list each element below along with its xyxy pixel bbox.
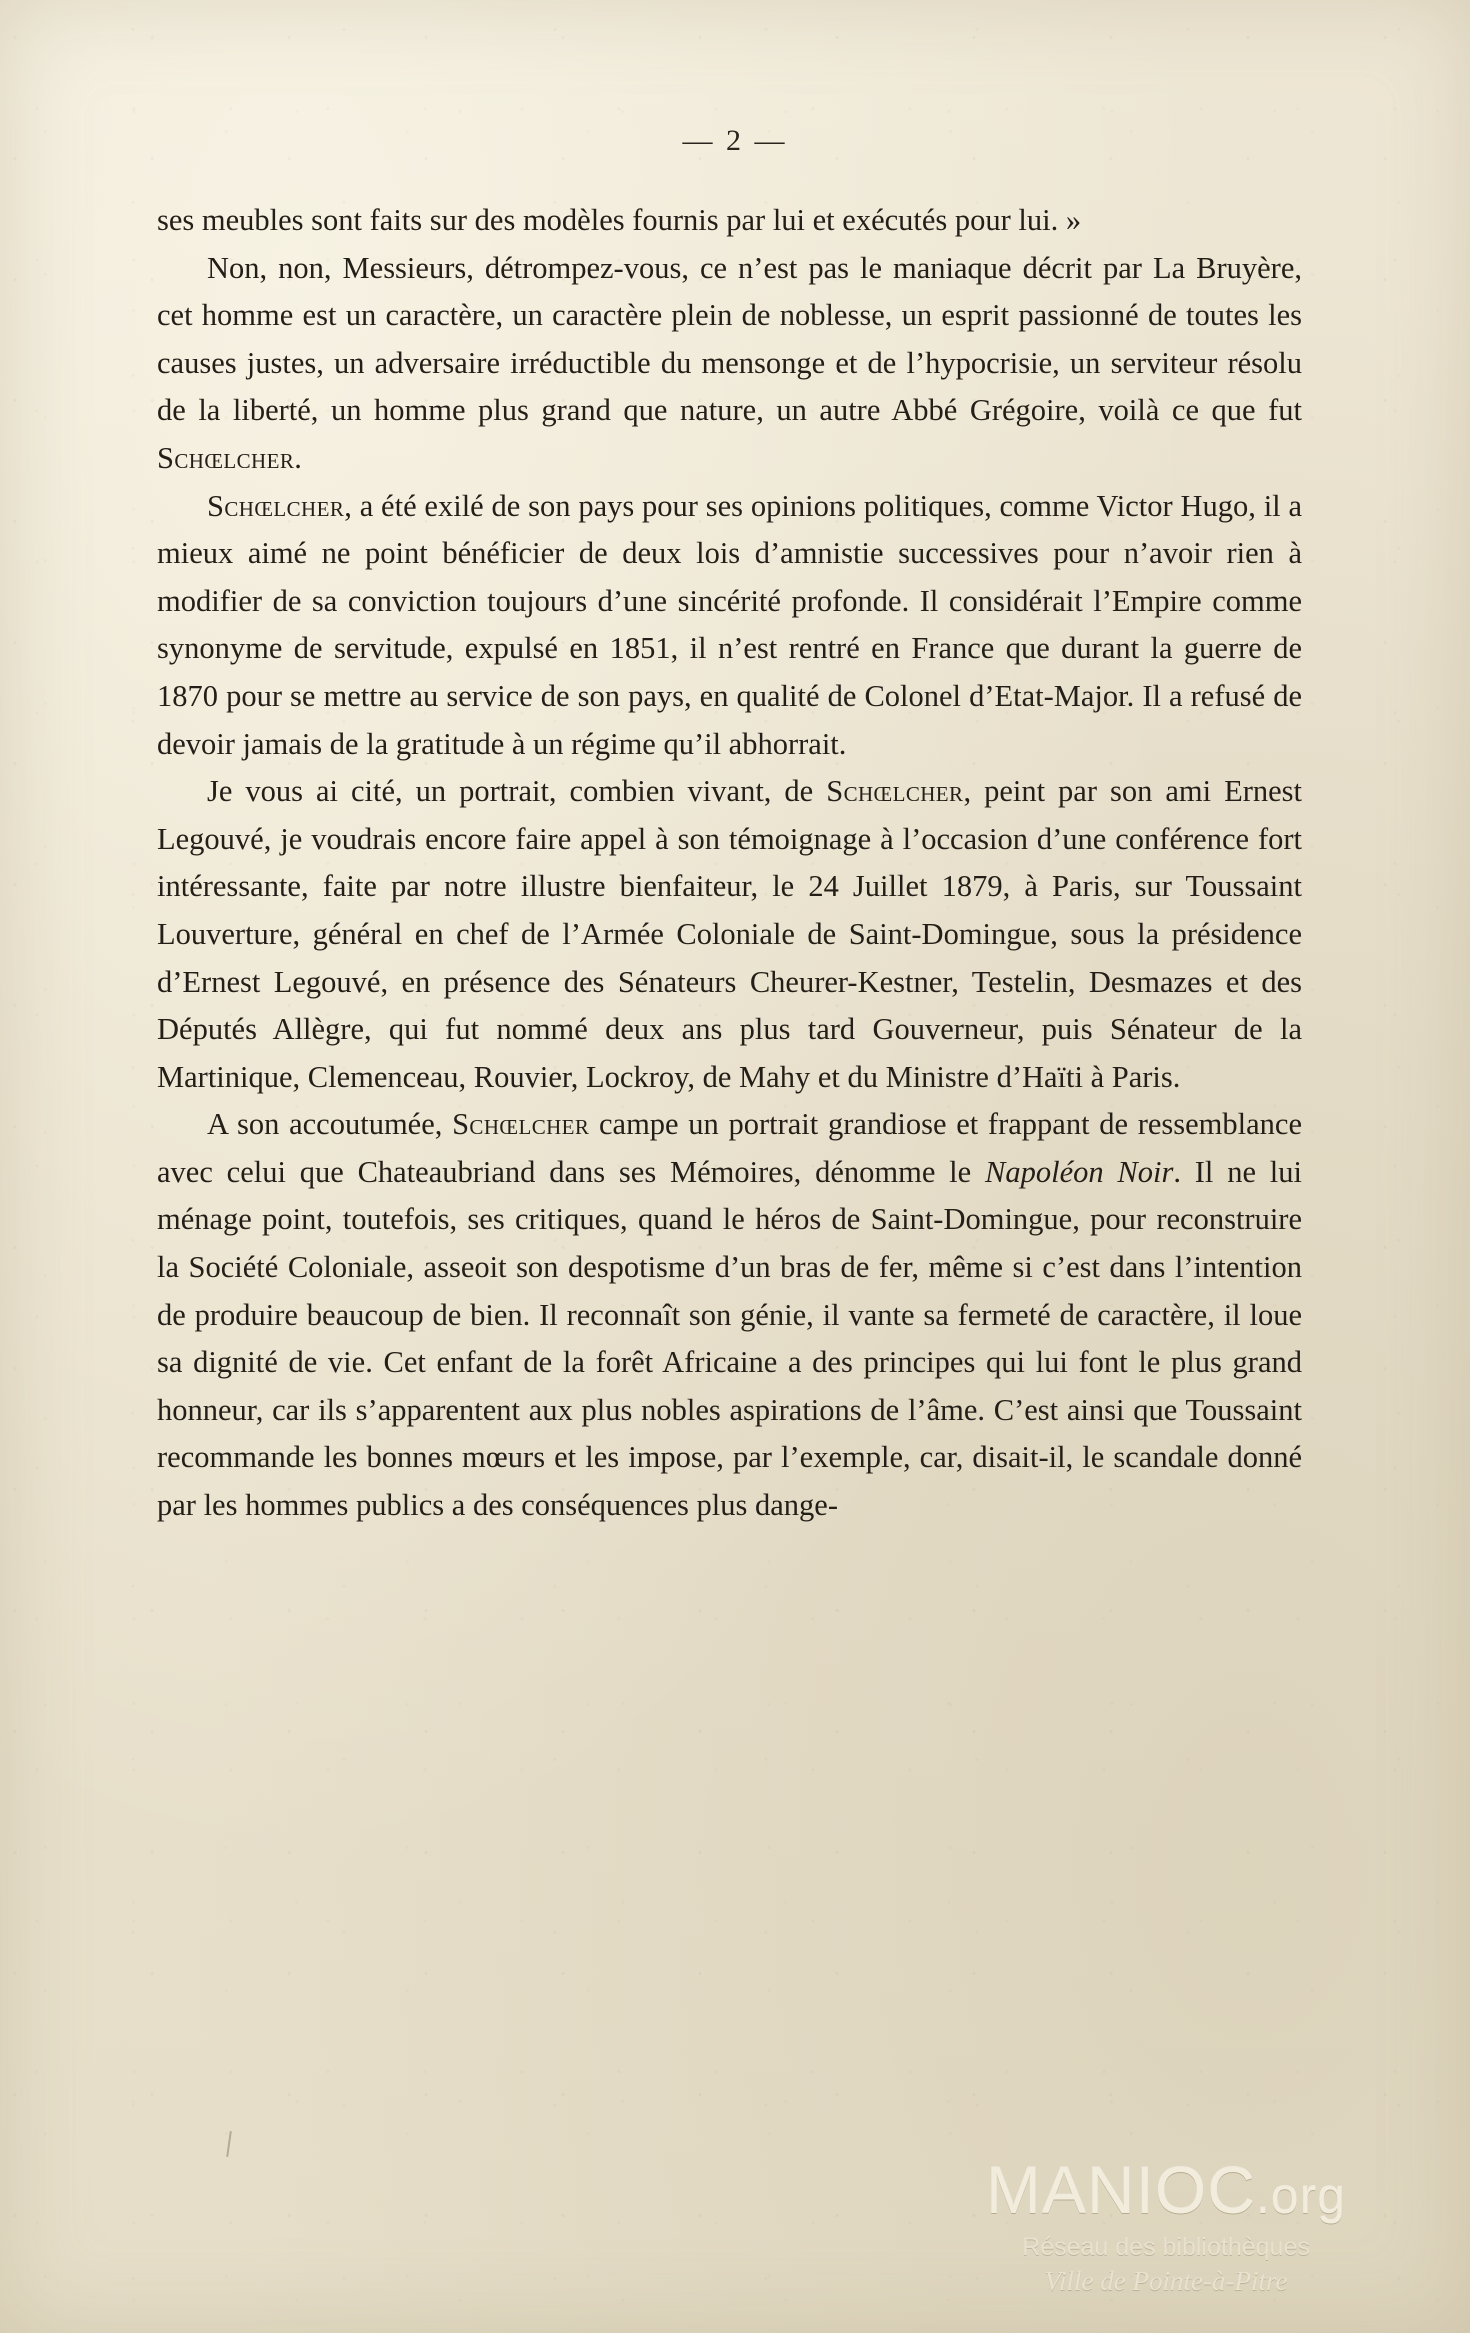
watermark-brand: MANIOC bbox=[985, 2153, 1256, 2227]
paragraph: ses meubles sont faits sur des modèles fournis par lui et exécutés pour lui. » bbox=[157, 203, 1082, 237]
paragraph: Schœlcher, a été exilé de son pays pour ses opinions politiques, comme Victor Hugo, il a mieux aimé ne point bénéficier de deux lois d’amnistie successives pour n’avoir rien à modifier de sa conviction toujours d’une sincérité profonde. Il considérait l’Empire comme synonyme de servitude, expulsé en 1851, il n’est rentré en France que durant la guerre de 1870 pour se mettre au service de son pays, en qualité de Colonel d’Etat-Major. Il a refusé de devoir jamais de la gratitude à un régime qu’il abhorrait. bbox=[157, 488, 1302, 761]
page-body bbox=[157, 197, 1302, 1530]
watermark-city: Ville de Pointe-à-Pitre bbox=[1044, 2266, 1288, 2296]
paragraph: A son accoutumée, Schœlcher campe un portrait grandiose et frappant de ressemblance avec celui que Chateaubriand dans ses Mémoires, dénomme le Napoléon Noir. Il ne lui ménage point, toutefois, ses critiques, quand le héros de Saint-Domingue, pour reconstruire la Société Coloniale, asseoit son despotisme d’un bras de fer, même si c’est dans l’intention de produire beaucoup de bien. Il reconnaît son génie, il vante sa fermeté de caractère, il loue sa dignité de vie. Cet enfant de la forêt Africaine a des principes qui lui font le plus grand honneur, car ils s’apparentent aux plus nobles aspirations de l’âme. C’est ainsi que Toussaint recommande les bonnes mœurs et les impose, par l’exemple, car, disait-il, le scandale donné par les hommes publics a des conséquences plus dange- bbox=[157, 1107, 1302, 1523]
paper-mark bbox=[226, 2131, 232, 2157]
watermark bbox=[906, 2153, 1426, 2297]
paragraph: Non, non, Messieurs, détrompez-vous, ce n’est pas le maniaque décrit par La Bruyère, cet homme est un caractère, un caractère plein de noblesse, un esprit passionné de toutes les causes justes, un adversaire irréductible du mensonge et de l’hypocrisie, un serviteur résolu de la liberté, un homme plus grand que nature, un autre Abbé Grégoire, voilà ce que fut Schœlcher. bbox=[157, 250, 1302, 475]
paragraph: Je vous ai cité, un portrait, combien vivant, de Schœlcher, peint par son ami Ernest Legouvé, je voudrais encore faire appel à son témoignage à l’occasion d’une conférence fort intéressante, faite par notre illustre bienfaiteur, le 24 Juillet 1879, à Paris, sur Toussaint Louverture, général en chef de l’Armée Coloniale de Saint-Domingue, sous la présidence d’Ernest Legouvé, en présence des Sénateurs Cheurer-Kestner, Testelin, Desmazes et des Députés Allègre, qui fut nommé deux ans plus tard Gouverneur, puis Sénateur de la Martinique, Clemenceau, Rouvier, Lockroy, de Mahy et du Ministre d’Haïti à Paris. bbox=[157, 774, 1302, 1094]
watermark-brand-suffix: .org bbox=[1255, 2168, 1347, 2224]
watermark-network: Réseau des bibliothèques bbox=[1022, 2233, 1310, 2261]
page-number: — 2 — bbox=[682, 124, 788, 157]
watermark-logo bbox=[906, 2153, 1426, 2227]
